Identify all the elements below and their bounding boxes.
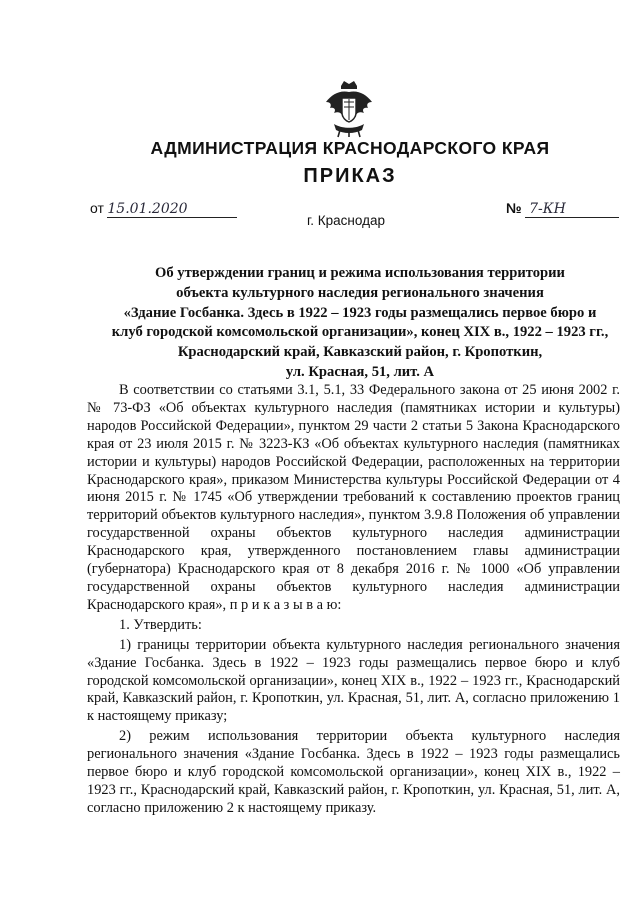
title-line: клуб городской комсомольской организации», конец XIX в., 1922 – 1923 гг., (111, 324, 609, 341)
number-value: 7-КН (525, 201, 619, 218)
item-1: 1. Утвердить: (119, 616, 202, 633)
title-line: Об утверждении границ и режима использования территории (155, 265, 565, 281)
coat-of-arms-icon (322, 80, 376, 138)
organization-name: АДМИНИСТРАЦИЯ КРАСНОДАРСКОГО КРАЯ (150, 138, 550, 158)
preamble-paragraph: В соответствии со статьями 3.1, 5.1, 33 Федерального закона от 25 июня 2002 г. № 73-ФЗ «Об объектах культурного наследия (памятниках истории и культуры) народов Российской Федерации», пунктом 29 части 2 статьи 5 Закона Краснодарского края от 23 июля 2015 г. № 3223-КЗ «Об объектах культурного наследия (памятниках истории и культуры) народов Российской Федерации, расположенных на территории Краснодарского края», приказом Министерства культуры Российской Федерации от 4 июня 2015 г. № 1745 «Об утверждении требований к составлению проектов границ территорий объектов культурного наследия», пунктом 3.9.8 Положения об управлении государственной охраны объектов культурного наследия администрации Краснодарского края, утвержденного постановлением главы администрации (губернатора) Краснодарского края от 8 декабря 2016 г. № 1000 «Об управлении государственной охраны объектов культурного наследия администрации Краснодарского края», п р и к а з ы в а ю: (87, 382, 620, 613)
title-line: «Здание Госбанка. Здесь в 1922 – 1923 годы размещались первое бюро и (123, 304, 597, 321)
document-type: ПРИКАЗ (303, 165, 397, 187)
title-line: Краснодарский край, Кавказский район, г. Кропоткин, (177, 344, 543, 361)
document-title (60, 264, 640, 383)
item-1-1: 1) границы территории объекта культурного наследия регионального значения «Здание Госбанка. Здесь в 1922 – 1923 годы размещались первое бюро и клуб городской комсомольской организации», конец XIX в., 1922 – 1923 гг., Краснодарский край, Кавказский район, г. Кропоткин, ул. Красная, 51, лит. А, согласно приложению 1 к настоящему приказу; (87, 636, 620, 725)
date-value: 15.01.2020 (107, 201, 237, 218)
document-body (87, 382, 620, 818)
number-prefix: № (506, 200, 522, 216)
title-line: ул. Красная, 51, лит. А (285, 363, 435, 380)
date-prefix: от (90, 200, 104, 216)
number-field (506, 200, 619, 218)
title-line: объекта культурного наследия регионального значения (176, 284, 544, 301)
date-field (90, 200, 237, 218)
city-label: г. Краснодар (307, 213, 385, 228)
item-1-2: 2) режим использования территории объекта культурного наследия регионального значения «Здание Госбанка. Здесь в 1922 – 1923 годы размещались первое бюро и клуб городской комсомольской организации», конец XIX в., 1922 – 1923 гг., Краснодарский край, Кавказский район, г. Кропоткин, ул. Красная, 51, лит. А, согласно приложению 2 к настоящему приказу. (87, 728, 620, 816)
